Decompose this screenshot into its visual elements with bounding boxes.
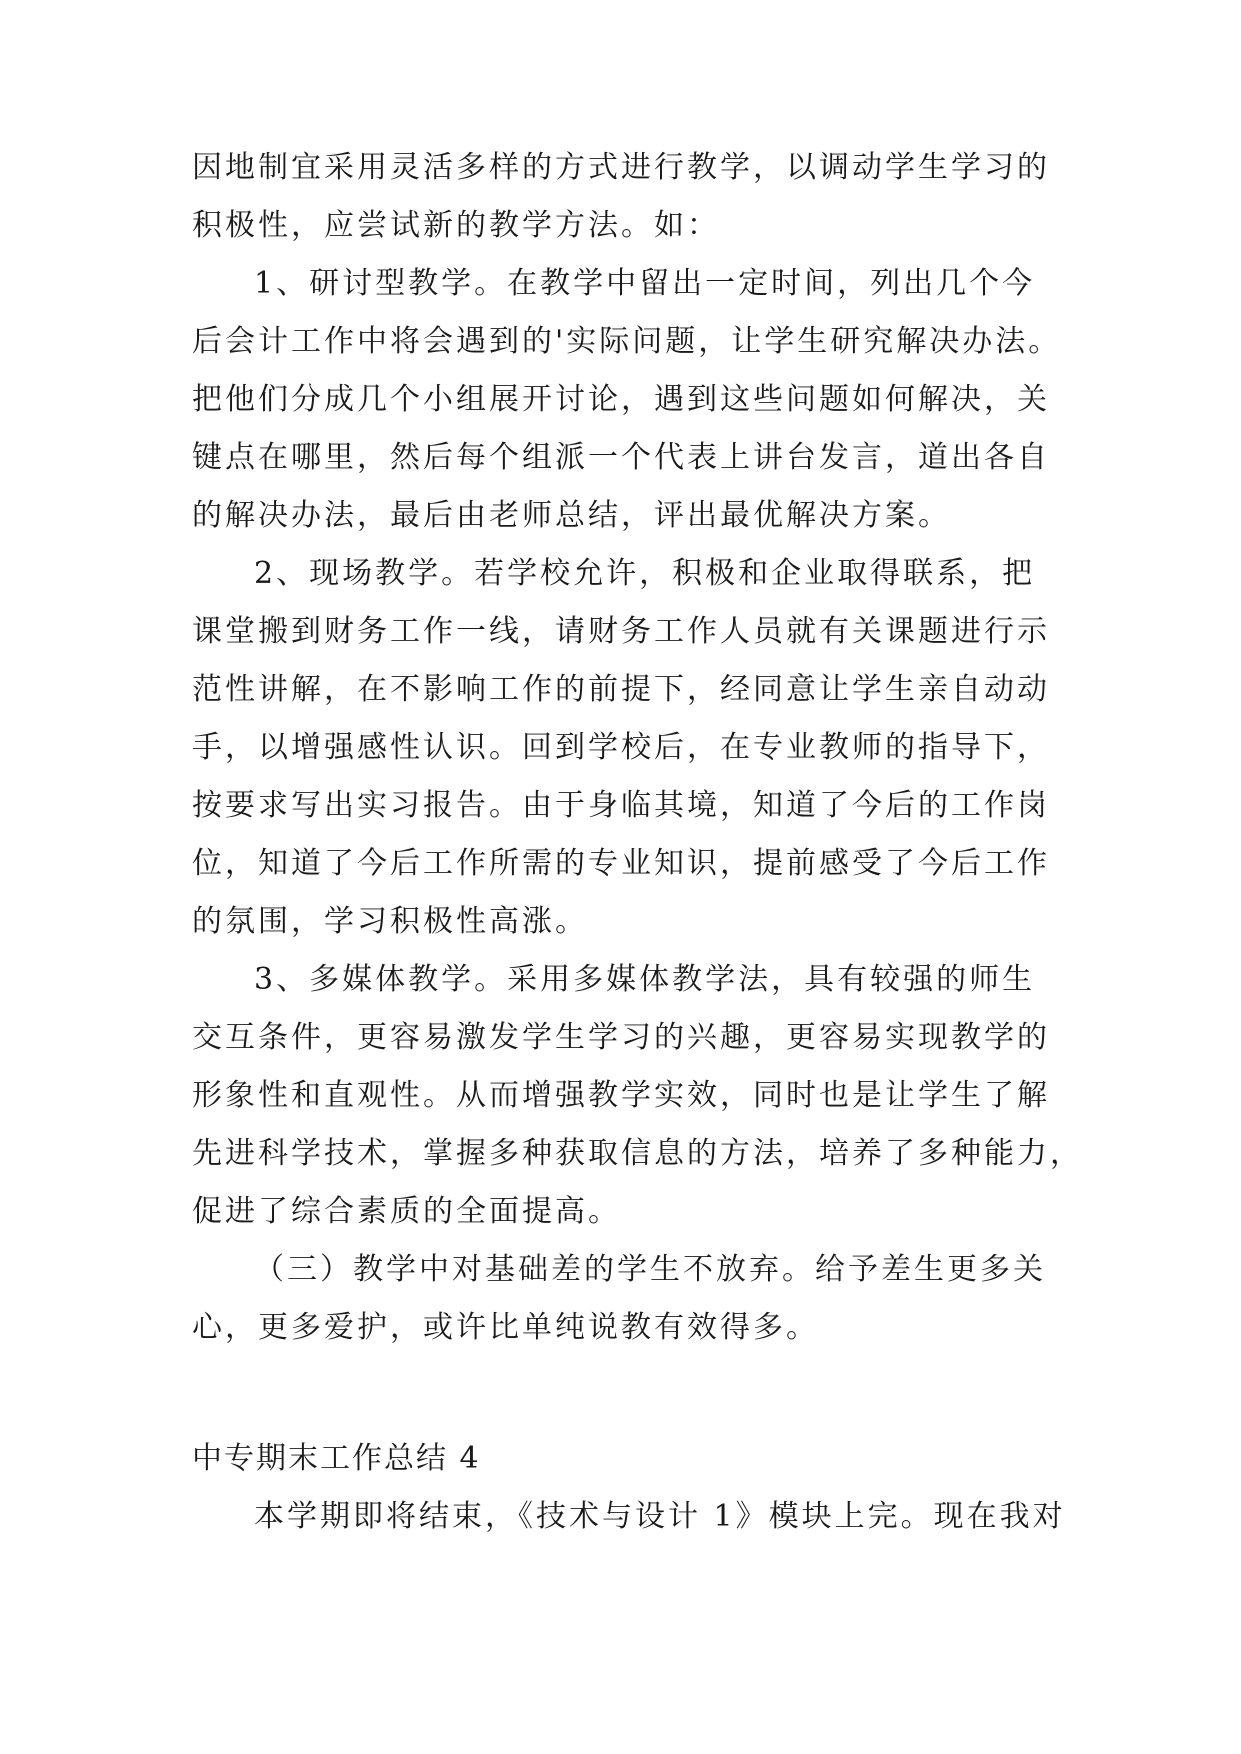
text-line: 形象性和直观性。从而增强教学实效，同时也是让学生了解: [192, 1078, 1050, 1113]
text-line: 因地制宜采用灵活多样的方式进行教学，以调动学生学习的: [192, 150, 1050, 185]
text-line: 本学期即将结束，《技术与设计 1》模块上完。现在我对: [254, 1499, 1066, 1534]
text-line: 心，更多爱护，或许比单纯说教有效得多。: [192, 1310, 819, 1345]
text-line: 把他们分成几个小组展开讨论，遇到这些问题如何解决，关: [192, 382, 1050, 417]
text-line: 手，以增强感性认识。回到学校后，在专业教师的指导下，: [192, 730, 1050, 765]
text-line: 后会计工作中将会遇到的'实际问题，让学生研究解决办法。: [192, 324, 1062, 359]
section-block: [192, 1430, 1072, 1546]
text-line: 位，知道了今后工作所需的专业知识，提前感受了今后工作: [192, 846, 1050, 881]
text-line: 1、研讨型教学。在教学中留出一定时间，列出几个今: [254, 266, 1036, 301]
text-line: 交互条件，更容易激发学生学习的兴趣，更容易实现教学的: [192, 1020, 1050, 1055]
text-line: 键点在哪里，然后每个组派一个代表上讲台发言，道出各自: [192, 440, 1050, 475]
section-title: 中专期末工作总结 4: [192, 1441, 481, 1476]
text-line: 先进科学技术，掌握多种获取信息的方法，培养了多种能力，: [192, 1136, 1083, 1171]
text-line: 3、多媒体教学。采用多媒体教学法，具有较强的师生: [254, 962, 1036, 997]
text-line: 课堂搬到财务工作一线，请财务工作人员就有关课题进行示: [192, 614, 1050, 649]
text-line: 按要求写出实习报告。由于身临其境，知道了今后的工作岗: [192, 788, 1050, 823]
text-line: 的氛围，学习积极性高涨。: [192, 904, 588, 939]
text-line: 积极性，应尝试新的教学方法。如：: [192, 208, 720, 243]
text-line: 2、现场教学。若学校允许，积极和企业取得联系，把: [254, 556, 1036, 591]
text-line: 的解决办法，最后由老师总结，评出最优解决方案。: [192, 498, 951, 533]
text-line: 促进了综合素质的全面提高。: [192, 1194, 621, 1229]
body-text: [192, 139, 1083, 1357]
text-line: 范性讲解，在不影响工作的前提下，经同意让学生亲自动动: [192, 672, 1050, 707]
text-line: （三）教学中对基础差的学生不放弃。给予差生更多关: [254, 1252, 1046, 1287]
